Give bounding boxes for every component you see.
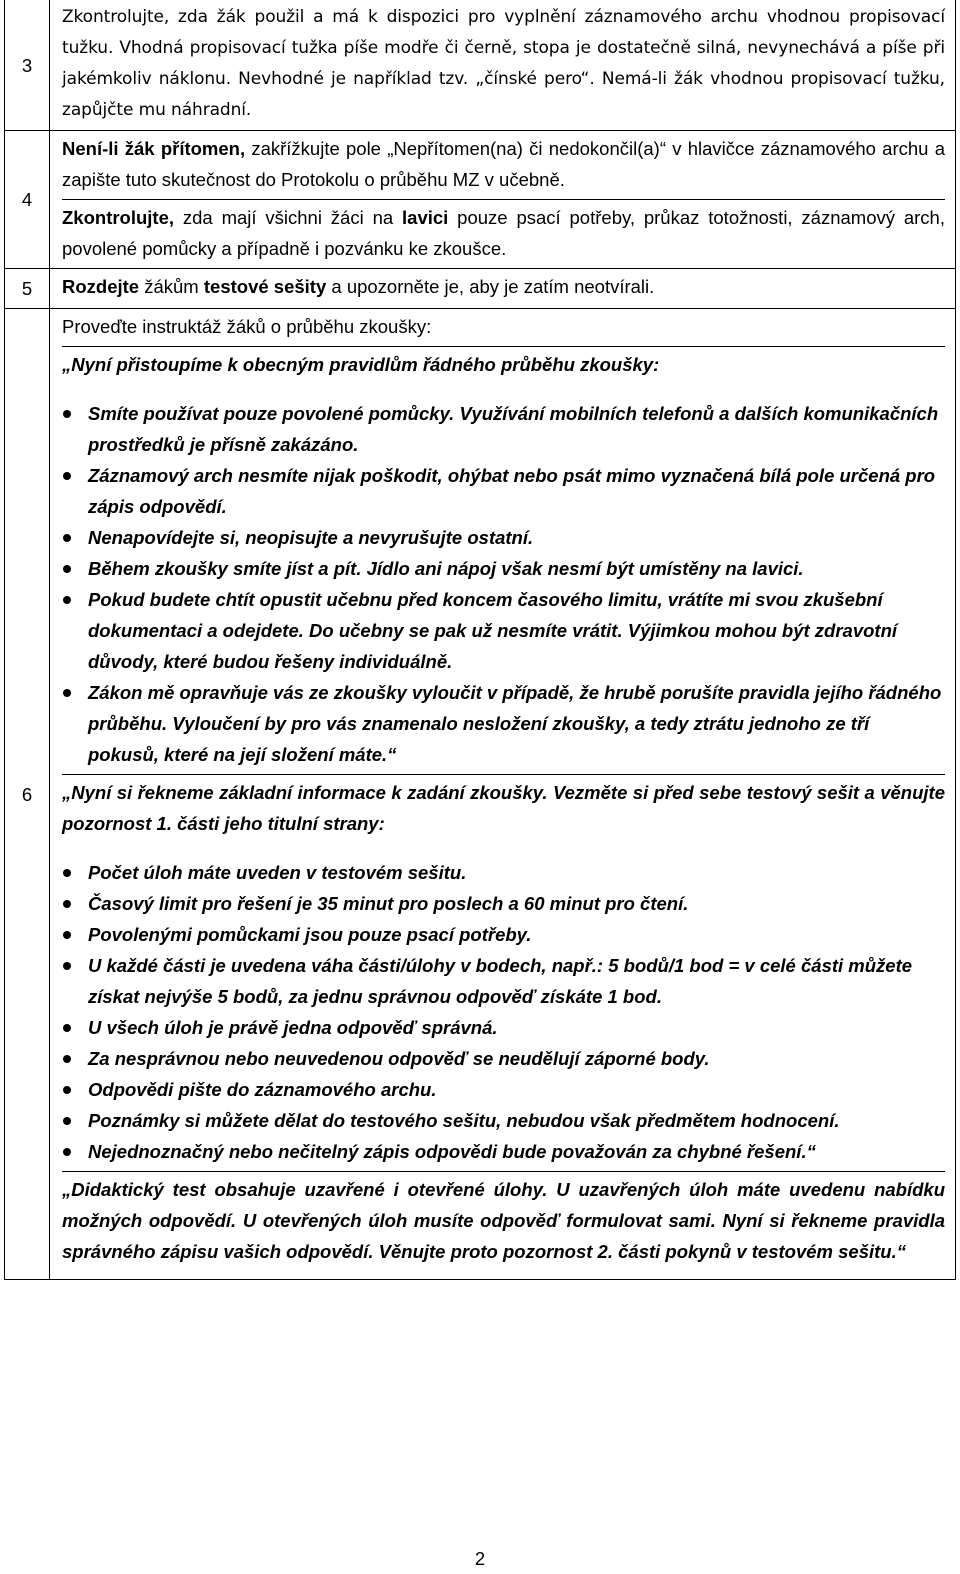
distribute-lead: Rozdejte: [62, 276, 140, 297]
desk-word: lavici: [402, 207, 449, 228]
bullet-icon: [63, 1055, 71, 1063]
absent-lead: Není-li žák přítomen,: [62, 138, 246, 159]
list-item: Za nesprávnou nebo neuvedenou odpověď se neudělují záporné body.: [62, 1043, 945, 1074]
briefing-intro: Proveďte instruktáž žáků o průběhu zkoušky:: [62, 316, 432, 337]
bullet-icon: [63, 596, 71, 604]
bullet-icon: [63, 931, 71, 939]
absent-student-instruction: [62, 131, 945, 199]
list-item: Nejednoznačný nebo nečitelný zápis odpovědi bude považován za chybné řešení.“: [62, 1136, 945, 1167]
list-item: Během zkoušky smíte jíst a pít. Jídlo ani nápoj však nesmí být umístěny na lavici.: [62, 553, 945, 584]
row-4: [5, 130, 955, 268]
bullet-icon: [63, 1117, 71, 1125]
bullet-icon: [63, 869, 71, 877]
general-rules-heading: „Nyní přistoupíme k obecným pravidlům řádného průběhu zkoušky:: [62, 354, 660, 375]
row-content: [50, 131, 955, 268]
exam-info-list: [62, 857, 945, 1167]
row-content: [50, 0, 955, 130]
list-item: Počet úloh máte uveden v testovém sešitu.: [62, 857, 945, 888]
pen-check-instruction: [62, 0, 945, 130]
bullet-icon: [63, 900, 71, 908]
bullet-icon: [63, 410, 71, 418]
row-number: 6: [5, 309, 50, 1279]
absent-text: zakřížkujte pole „Nepřítomen(na) či nedokončil(a)“ v hlavičce záznamového archu a zapište tuto skutečnost do Protokolu o průběhu MZ v učebně.: [62, 138, 945, 190]
list-item: Odpovědi pište do záznamového archu.: [62, 1074, 945, 1105]
bullet-icon: [63, 689, 71, 697]
list-item: U každé části je uvedena váha části/úlohy v bodech, např.: 5 bodů/1 bod = v celé části můžete získat nejvýše 5 bodů, za jednu správnou odpověď získáte 1 bod.: [62, 950, 945, 1012]
bullet-icon: [63, 472, 71, 480]
row-number: 5: [5, 269, 50, 308]
list-item: Záznamový arch nesmíte nijak poškodit, ohýbat nebo psát mimo vyznačená bílá pole určená pro zápis odpovědí.: [62, 460, 945, 522]
list-item: Poznámky si můžete dělat do testového sešitu, nebudou však předmětem hodnocení.: [62, 1105, 945, 1136]
desk-check-lead: Zkontrolujte,: [62, 207, 175, 228]
bullet-icon: [63, 1148, 71, 1156]
bullet-icon: [63, 1086, 71, 1094]
list-item: Pokud budete chtít opustit učebnu před koncem časového limitu, vrátíte mi svou zkušební dokumentaci a odejdete. Do učebny se pak už nesmíte vrátit. Výjimkou mohou být zdravotní důvody, které budou řešeny individuálně.: [62, 584, 945, 677]
row-content: [50, 309, 955, 1279]
list-item: Zákon mě opravňuje vás ze zkoušky vyloučit v případě, že hrubě porušíte pravidla jejího řádného průběhu. Vyloučení by pro vás znamenalo nesložení zkoušky, a tedy ztrátu jednoho ze tří pokusů, které na její složení máte.“: [62, 677, 945, 770]
bullet-icon: [63, 962, 71, 970]
row-3: [5, 0, 955, 130]
list-item: Nenapovídejte si, neopisujte a nevyrušujte ostatní.: [62, 522, 945, 553]
page-number: 2: [474, 1548, 486, 1569]
general-rules-block: [62, 346, 945, 774]
list-item: Smíte používat pouze povolené pomůcky. Využívání mobilních telefonů a dalších komunikačních prostředků je přísně zakázáno.: [62, 398, 945, 460]
test-booklets: testové sešity: [203, 276, 327, 297]
row-content: [50, 269, 955, 308]
row-5: [5, 268, 955, 308]
row-6: [5, 308, 955, 1279]
exam-info-heading: „Nyní si řekneme základní informace k zadání zkoušky. Vezměte si před sebe testový sešit a věnujte pozornost 1. části jeho titulní strany:: [62, 782, 945, 834]
desk-check-instruction: Zkontrolujte, zda mají všichni žáci na lavici pouze psací potřeby, průkaz totožnosti, záznamový arch, povolené pomůcky a případně i pozvánku ke zkoušce.: [62, 199, 945, 268]
instructions-table: [4, 0, 956, 1280]
test-structure-block: [62, 1171, 945, 1279]
list-item: U všech úloh je právě jedna odpověď správná.: [62, 1012, 945, 1043]
bullet-icon: [63, 534, 71, 542]
row-number: 3: [5, 0, 50, 130]
bullet-icon: [63, 1024, 71, 1032]
general-rules-list: [62, 398, 945, 770]
list-item: Povolenými pomůckami jsou pouze psací potřeby.: [62, 919, 945, 950]
distribute-instruction: Rozdejte žákům testové sešity a upozorněte je, aby je zatím neotvírali.: [62, 276, 655, 297]
row-number: 4: [5, 131, 50, 268]
bullet-icon: [63, 565, 71, 573]
pen-check-text: Zkontrolujte, zda žák použil a má k dispozici pro vyplnění záznamového archu vhodnou propisovací tužku. Vhodná propisovací tužka píše modře či černě, stopa je dostatečně silná, nevynechává a píše při jakémkoliv náklonu. Nevhodné je například tzv. „čínské pero“. Nemá-li žák vhodnou propisovací tužku, zapůjčte mu náhradní.: [62, 7, 945, 120]
exam-info-block: [62, 774, 945, 1171]
list-item: Časový limit pro řešení je 35 minut pro poslech a 60 minut pro čtení.: [62, 888, 945, 919]
test-structure-text: „Didaktický test obsahuje uzavřené i otevřené úlohy. U uzavřených úloh máte uvedenu nabídku možných odpovědí. U otevřených úloh musíte odpověď formulovat sami. Nyní si řekneme pravidla správného zápisu vašich odpovědí. Věnujte proto pozornost 2. části pokynů v testovém sešitu.“: [62, 1179, 945, 1262]
